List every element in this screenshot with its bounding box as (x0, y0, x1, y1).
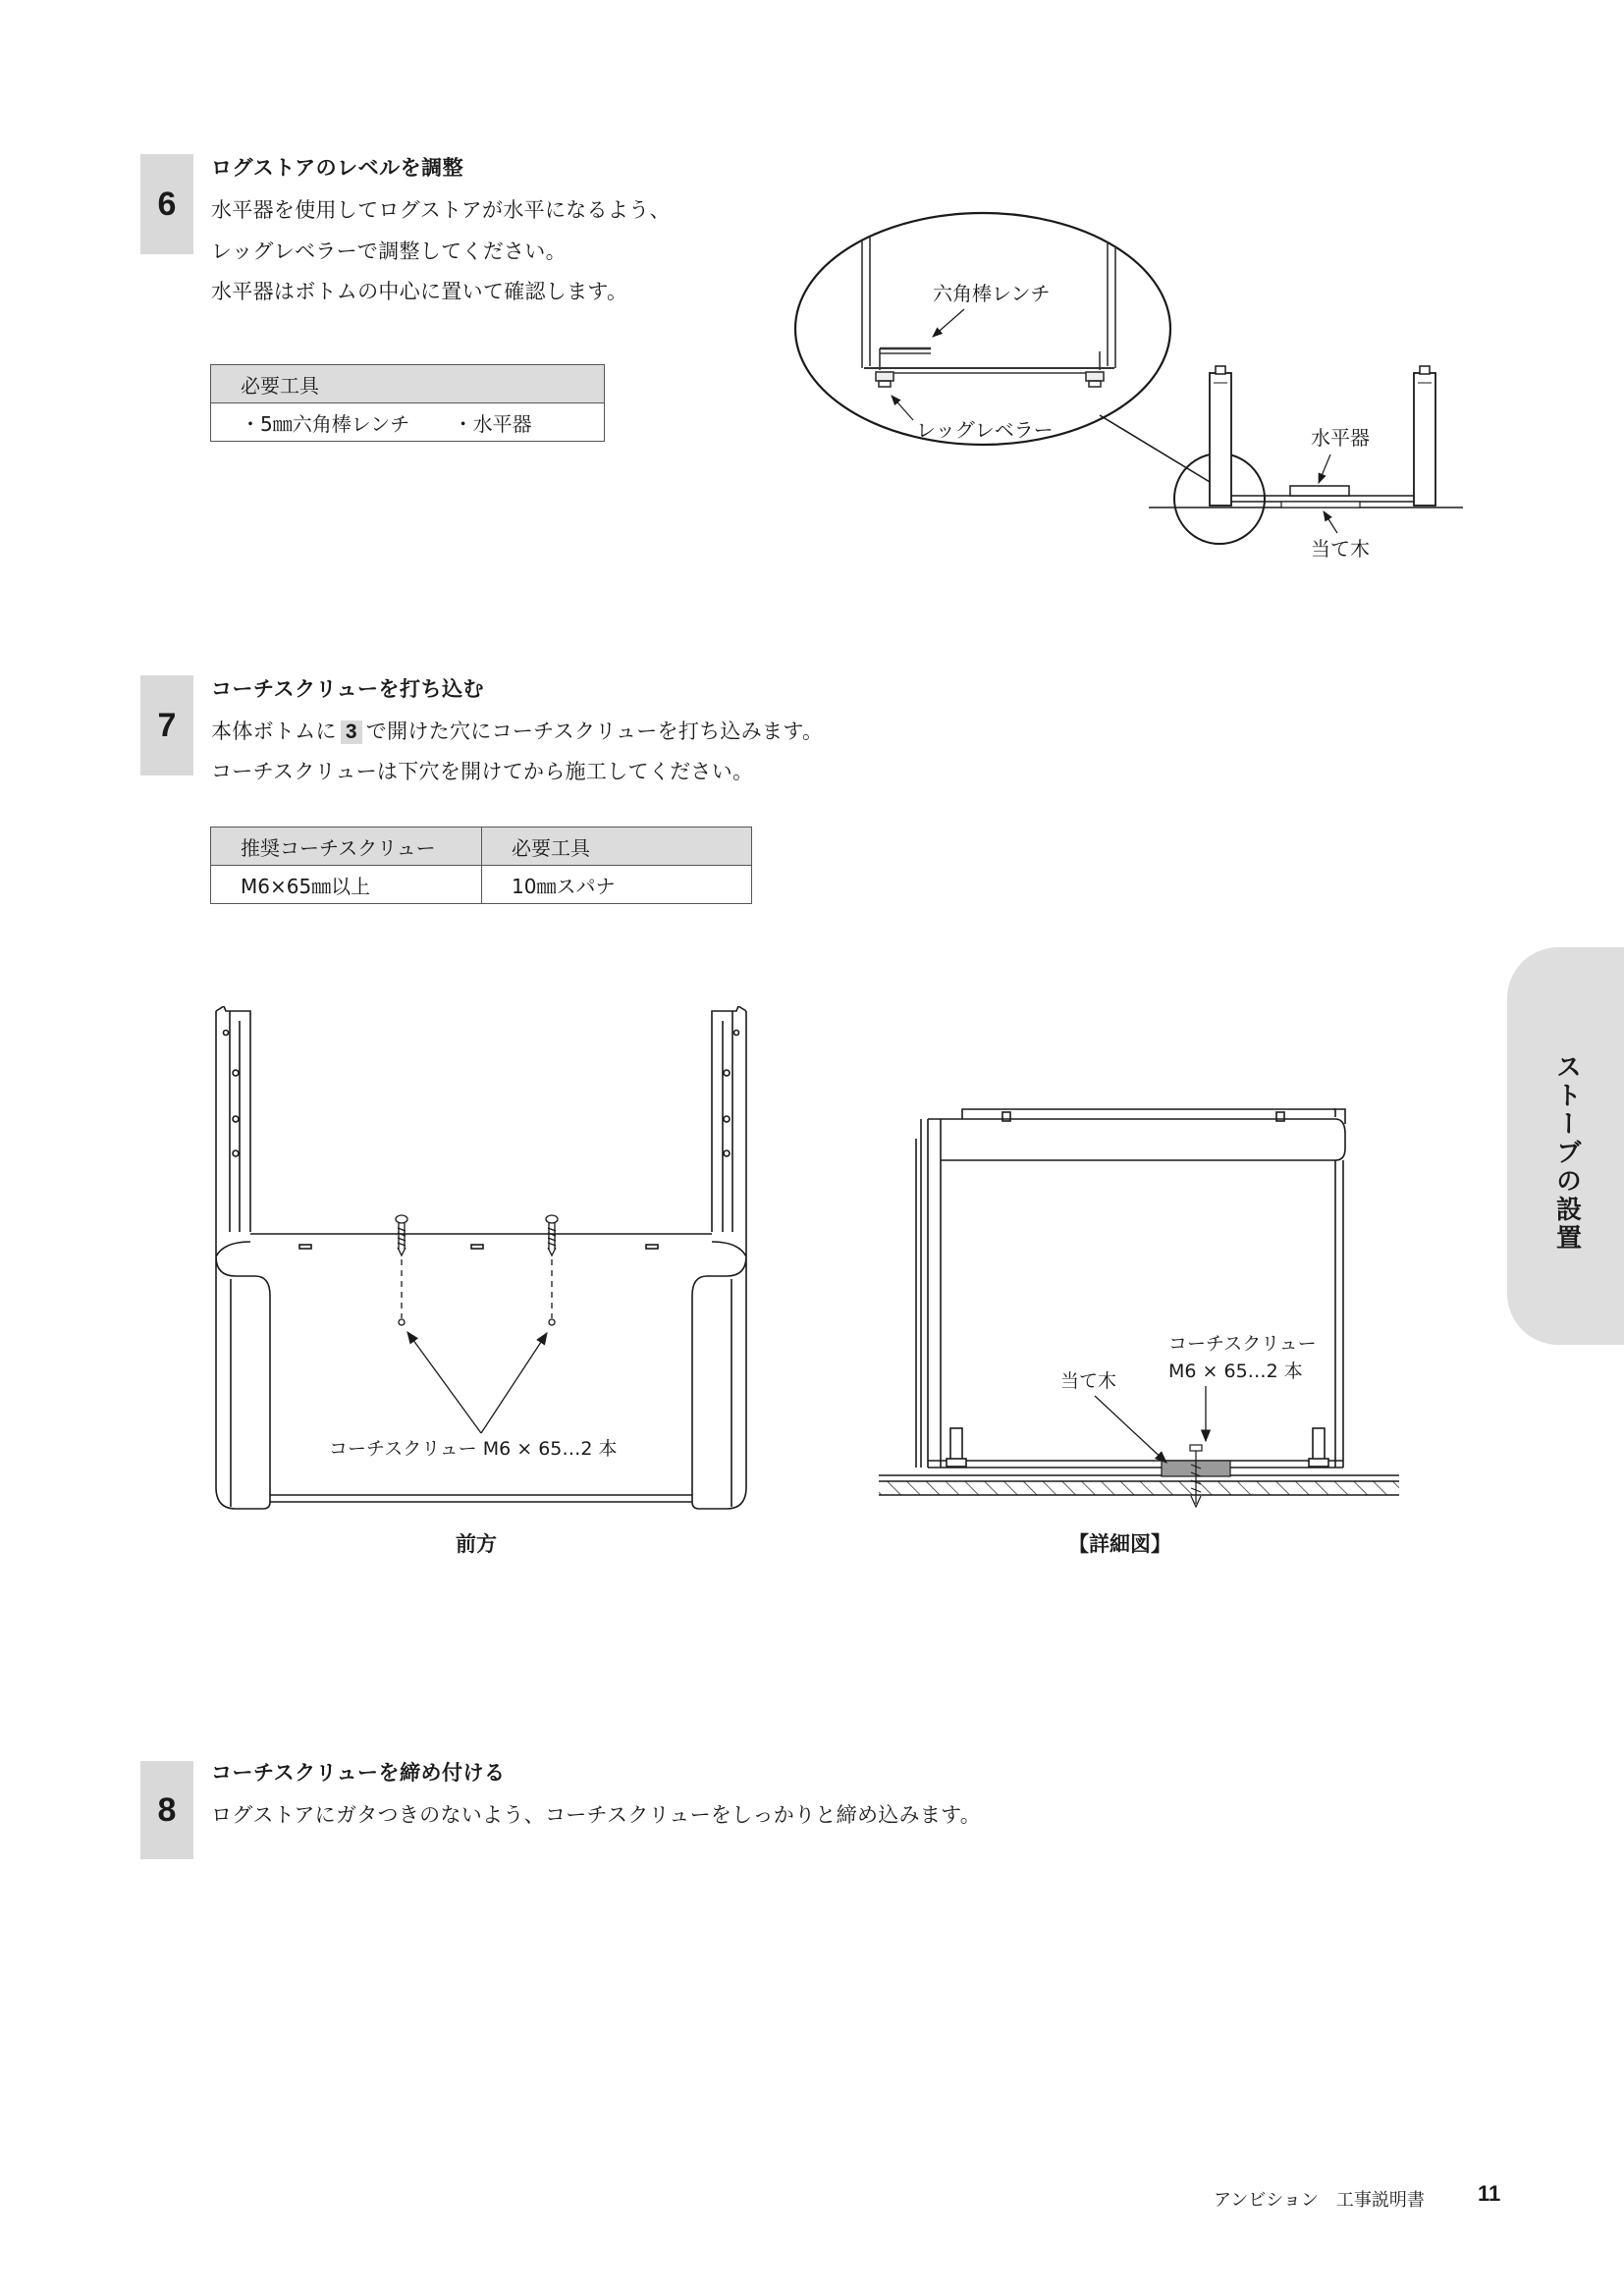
step-7-line-1-suffix: で開けた穴にコーチスクリューを打ち込みます。 (365, 720, 824, 743)
step-7-number: 7 (140, 675, 193, 775)
step-6-title: ログストアのレベルを調整 (211, 156, 464, 180)
step-7-line-1-prefix: 本体ボトムに (211, 720, 337, 743)
table-cell-tool: 10㎜スパナ (482, 866, 752, 904)
screw-left (396, 1215, 407, 1325)
step-reference-badge: 3 (341, 721, 362, 744)
label-hex-wrench: 六角棒レンチ (933, 282, 1051, 305)
tools-header: 必要工具 (211, 365, 605, 403)
step-7-line-2: コーチスクリューは下穴を開けてから施工してください。 (211, 760, 754, 783)
tools-row (211, 403, 605, 442)
detail-caption: 【詳細図】 (1068, 1532, 1171, 1556)
tool-hex-wrench: ・5㎜六角棒レンチ (241, 411, 410, 436)
step-8-title: コーチスクリューを締め付ける (211, 1761, 506, 1785)
shim-block (1281, 502, 1360, 507)
detail-screw-label-2: M6 × 65…2 本 (1168, 1361, 1303, 1382)
step-6-line-3: 水平器はボトムの中心に置いて確認します。 (211, 280, 628, 303)
detail-shim-label: 当て木 (1060, 1370, 1117, 1392)
footer-doc-title: アンビション 工事説明書 (1214, 2190, 1425, 2211)
label-shim: 当て木 (1311, 537, 1370, 561)
tool-level: ・水平器 (453, 411, 532, 436)
step-7-line-1 (211, 716, 823, 745)
table-header-screw: 推奨コーチスクリュー (211, 828, 482, 866)
screw-right (546, 1215, 558, 1325)
label-level: 水平器 (1311, 426, 1370, 450)
detail-screw-label-1: コーチスクリュー (1168, 1333, 1317, 1355)
step-7-screw-table (210, 827, 752, 904)
front-caption: 前方 (456, 1532, 497, 1556)
step-6-tools-table (210, 364, 605, 442)
step-7-title: コーチスクリューを打ち込む (211, 677, 485, 701)
level-tool (1290, 486, 1349, 496)
magnifier-circle (795, 213, 1170, 445)
table-header-tool: 必要工具 (482, 828, 752, 866)
step-8-number: 8 (140, 1761, 193, 1859)
section-side-tab (1507, 947, 1624, 1345)
step-6-line-1: 水平器を使用してログストアが水平になるよう、 (211, 198, 671, 222)
step-8-line-1: ログストアにガタつきのないよう、コーチスクリューをしっかりと締め込みます。 (211, 1803, 982, 1827)
front-view-diagram (196, 1006, 766, 1517)
step-6-number: 6 (140, 154, 193, 254)
front-screw-label: コーチスクリュー M6 × 65…2 本 (329, 1438, 618, 1460)
side-tab-label: ストーブの設置 (1551, 1053, 1582, 1253)
step-6-leveling-diagram (785, 211, 1483, 579)
step-6-line-2: レッグレベラーで調整してください。 (211, 240, 567, 263)
label-leg-leveler: レッグレベラー (916, 418, 1054, 442)
table-cell-screw: M6×65㎜以上 (211, 866, 482, 904)
page-number: 11 (1478, 2181, 1501, 2206)
detail-view-diagram (874, 1080, 1404, 1512)
